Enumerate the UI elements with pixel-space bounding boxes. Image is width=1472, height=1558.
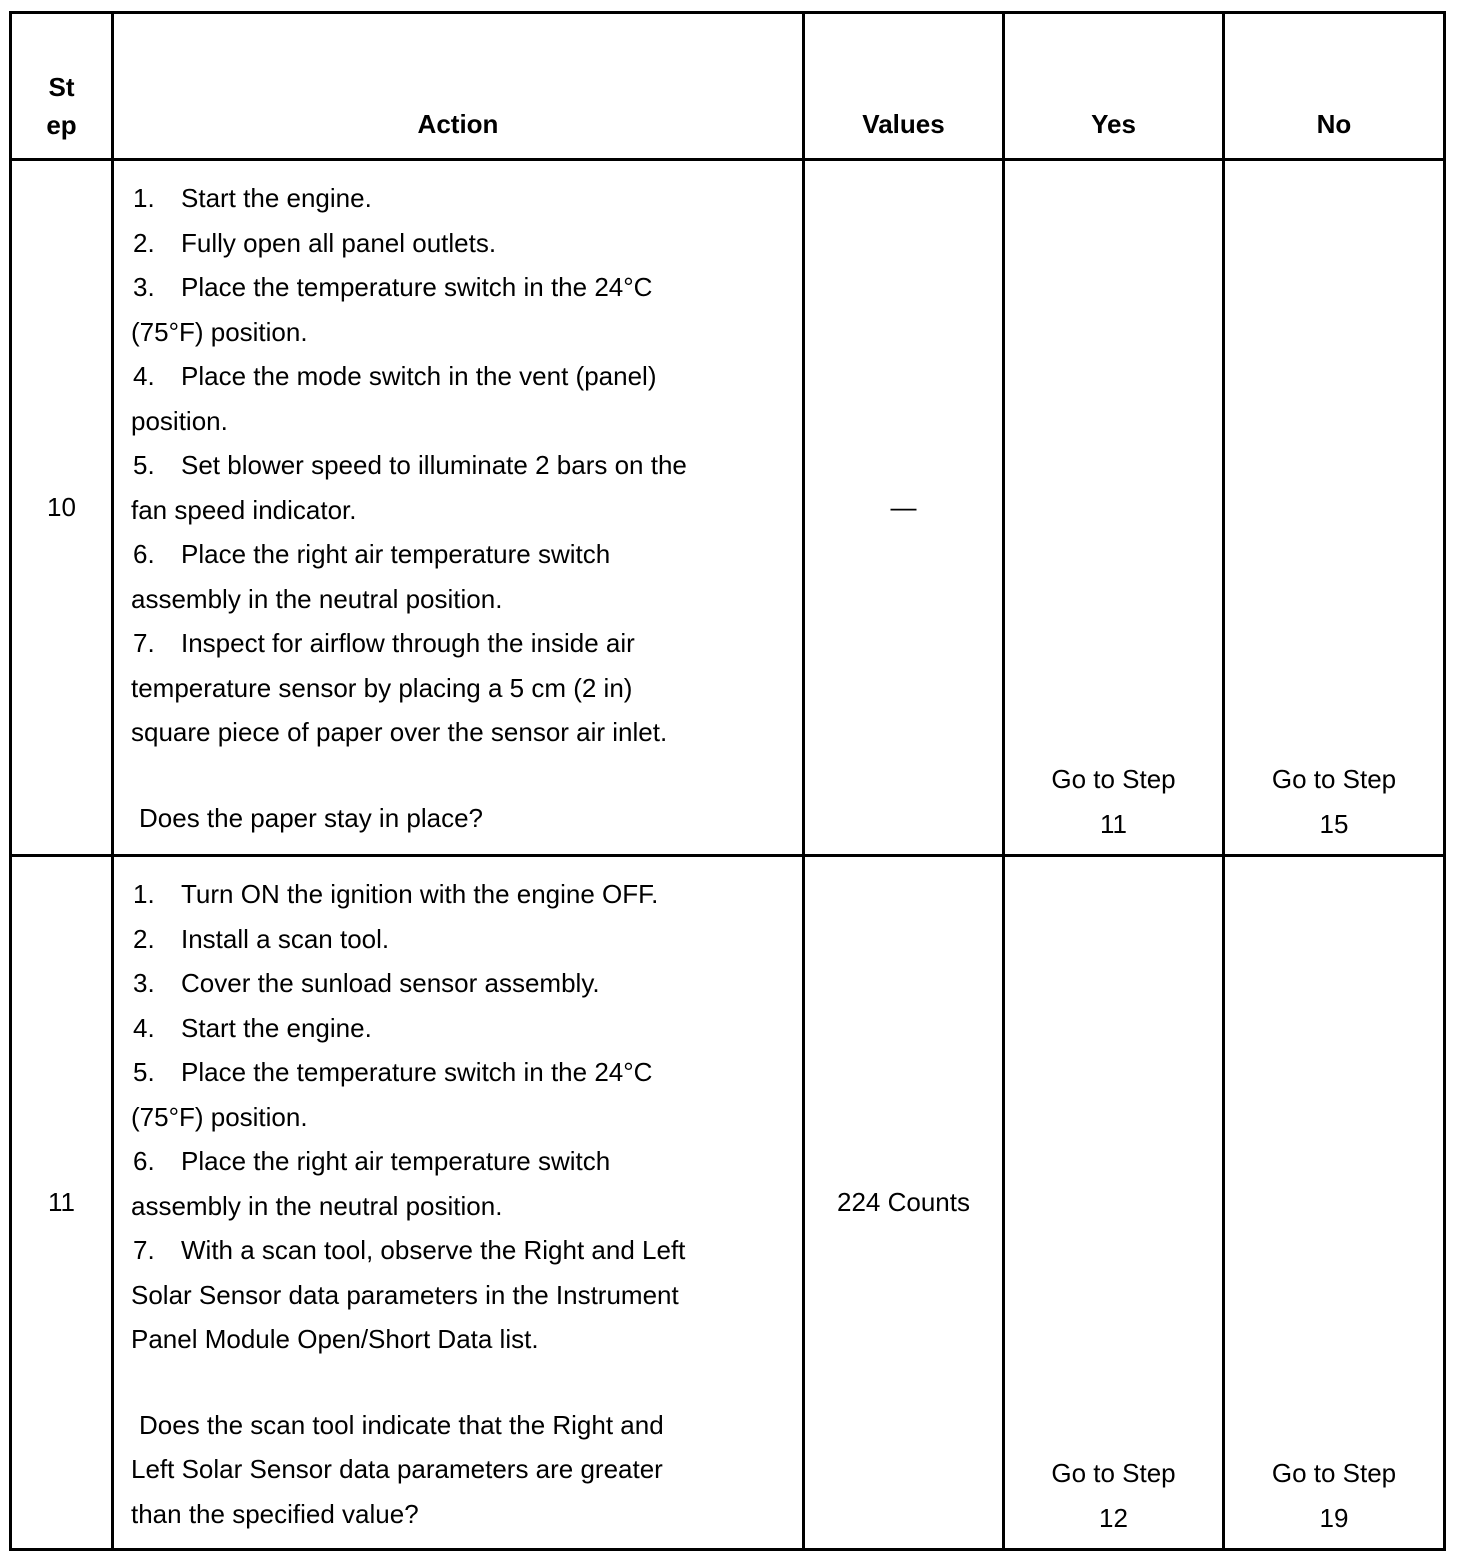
action-list xyxy=(131,176,788,755)
action-item: 3. Cover the sunload sensor assembly. xyxy=(133,968,600,998)
action-item: 1. Start the engine. xyxy=(133,183,372,213)
action-item: 2. Install a scan tool. xyxy=(133,923,390,954)
no-cell: Go to Step 19 xyxy=(1224,856,1445,1550)
action-item: 4. Start the engine. xyxy=(133,1012,372,1043)
action-question: Does the scan tool indicate that the Right and Left Solar Sensor data parameters are greater than the specified value? xyxy=(131,1409,664,1529)
action-list xyxy=(131,872,788,1362)
action-cell xyxy=(113,856,804,1550)
action-item: 5. Place the temperature switch in the 24°C (75°F) position. xyxy=(131,1057,653,1132)
header-yes: Yes xyxy=(1004,13,1224,160)
header-step: St ep xyxy=(11,13,113,160)
action-cell xyxy=(113,160,804,856)
value-cell: — xyxy=(804,160,1004,856)
action-item: 6. Place the right air temperature switch assembly in the neutral position. xyxy=(131,1146,611,1221)
action-item: 5. Set blower speed to illuminate 2 bars on the fan speed indicator. xyxy=(131,450,687,525)
step-number: 10 xyxy=(11,160,113,856)
table-row xyxy=(11,856,1445,1550)
diagnostic-table xyxy=(9,11,1446,1551)
header-row xyxy=(11,13,1445,160)
action-item: 7. Inspect for airflow through the inside air temperature sensor by placing a 5 cm (2 in) square piece of paper over the sensor air inlet. xyxy=(131,628,668,747)
table-row xyxy=(11,160,1445,856)
yes-cell: Go to Step 12 xyxy=(1004,856,1224,1550)
header-no: No xyxy=(1224,13,1445,160)
action-item: 1. Turn ON the ignition with the engine OFF. xyxy=(133,879,659,909)
step-number: 11 xyxy=(11,856,113,1550)
value-cell: 224 Counts xyxy=(804,856,1004,1550)
action-item: 6. Place the right air temperature switch assembly in the neutral position. xyxy=(131,539,611,614)
header-values: Values xyxy=(804,13,1004,160)
yes-cell: Go to Step 11 xyxy=(1004,160,1224,856)
action-item: 3. Place the temperature switch in the 24°C (75°F) position. xyxy=(131,272,653,347)
no-cell: Go to Step 15 xyxy=(1224,160,1445,856)
action-question: Does the paper stay in place? xyxy=(139,802,483,833)
header-action: Action xyxy=(113,13,804,160)
action-item: 2. Fully open all panel outlets. xyxy=(133,227,497,258)
action-item: 4. Place the mode switch in the vent (panel) position. xyxy=(131,361,657,436)
action-item: 7. With a scan tool, observe the Right and Left Solar Sensor data parameters in the Instrument Panel Module Open/Short Data list. xyxy=(131,1235,686,1354)
